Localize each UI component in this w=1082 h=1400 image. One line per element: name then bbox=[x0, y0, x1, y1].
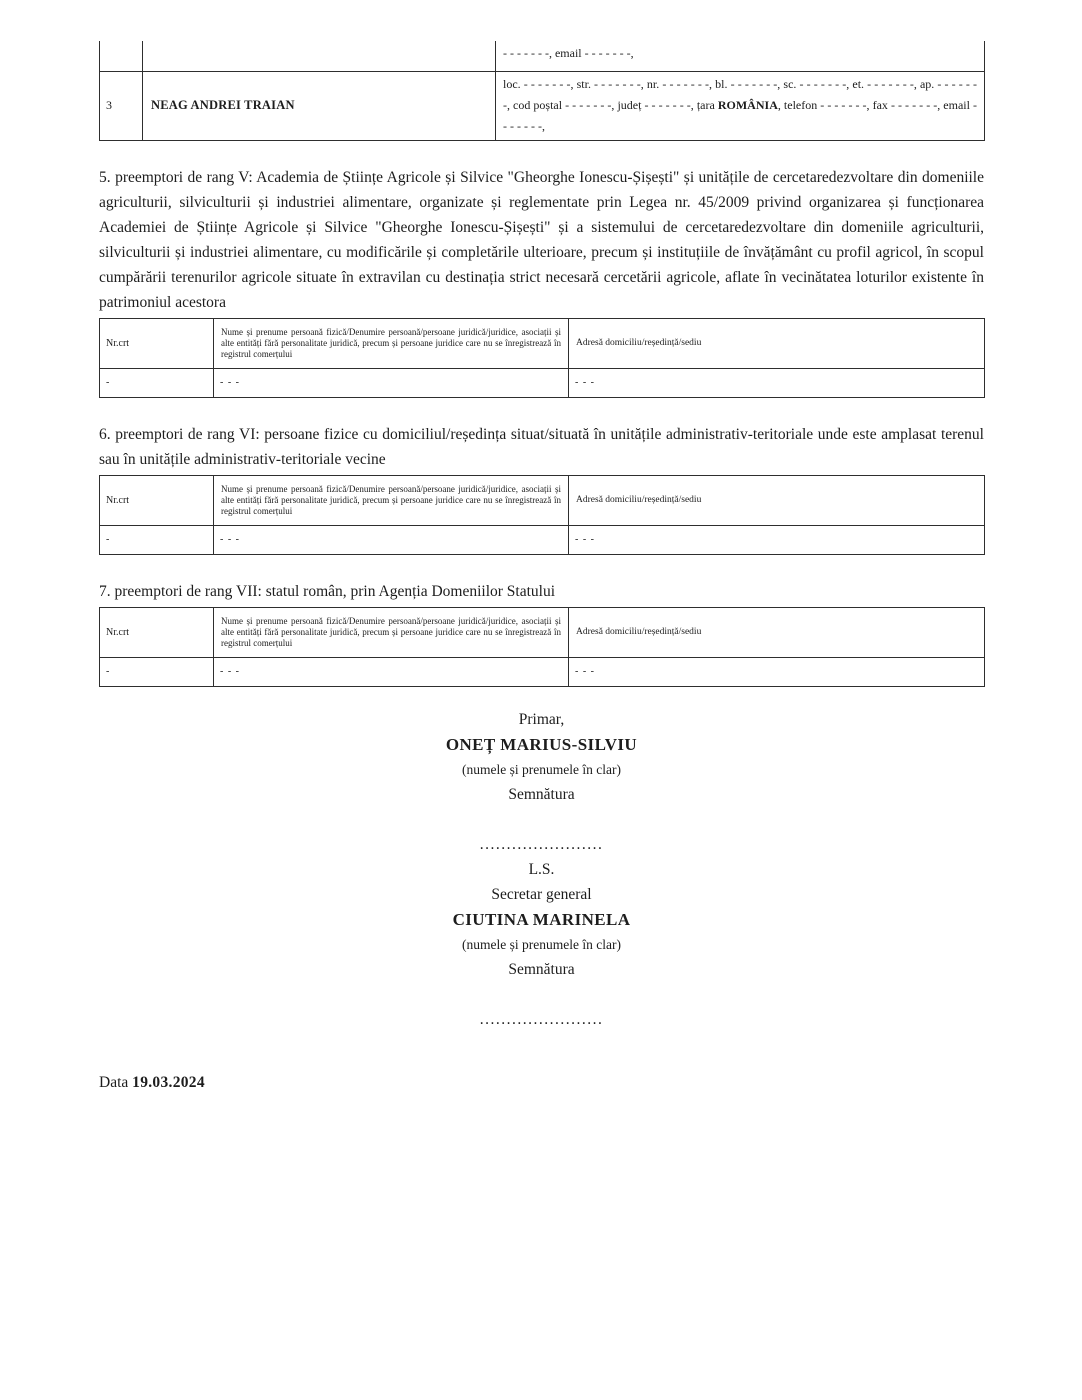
table-row bbox=[100, 41, 985, 71]
cell-address: - - - bbox=[569, 657, 985, 686]
section-5-table bbox=[99, 318, 985, 398]
signature-block bbox=[99, 707, 984, 1032]
table-row bbox=[100, 71, 985, 140]
cell-address: - - - bbox=[569, 368, 985, 397]
header-name: Nume și prenume persoană fizică/Denumire persoană/persoane juridică/juridice, asociații și alte entități fără personalitate juridică, precum și persoane juridice care nu se înregistrează în registrul comerțului bbox=[214, 475, 569, 525]
primar-name-clarification: (numele și prenumele în clar) bbox=[462, 761, 621, 777]
header-nr-crt: Nr.crt bbox=[100, 607, 214, 657]
preemptor-name-cell: NEAG ANDREI TRAIAN bbox=[143, 71, 496, 140]
date-label: Data bbox=[99, 1073, 129, 1091]
cell-nr: - bbox=[100, 525, 214, 554]
table-row bbox=[100, 368, 985, 397]
section-7-table bbox=[99, 607, 985, 687]
table-header-row bbox=[100, 607, 985, 657]
header-name: Nume și prenume persoană fizică/Denumire persoană/persoane juridică/juridice, asociații și alte entități fără personalitate juridică, precum și persoane juridice care nu se înregistrează în registrul comerțului bbox=[214, 318, 569, 368]
preemptor-address-cell bbox=[496, 71, 985, 140]
date-value: 19.03.2024 bbox=[132, 1073, 205, 1091]
table-header-row bbox=[100, 475, 985, 525]
date-line bbox=[99, 1074, 984, 1092]
primar-signature-label: Semnătura bbox=[508, 785, 575, 803]
header-address: Adresă domiciliu/reședință/sediu bbox=[569, 475, 985, 525]
secretar-name: CIUTINA MARINELA bbox=[452, 909, 631, 929]
name-cell-empty bbox=[143, 41, 496, 71]
cell-nr: - bbox=[100, 368, 214, 397]
preemptors-continued-table bbox=[99, 41, 985, 141]
cell-name: - - - bbox=[214, 657, 569, 686]
cell-address: - - - bbox=[569, 525, 985, 554]
section-7-paragraph: 7. preemptori de rang VII: statul român, prin Agenția Domeniilor Statului bbox=[99, 582, 556, 600]
secretar-signature-label: Semnătura bbox=[508, 960, 575, 978]
cell-nr: - bbox=[100, 657, 214, 686]
seal-label: L.S. bbox=[528, 860, 555, 878]
cell-name: - - - bbox=[214, 368, 569, 397]
address-text-tail: , telefon - - - - - - -, fax - - - - - - -, email - - - - - - -, bbox=[503, 98, 977, 133]
address-text: loc. - - - - - - -, str. - - - - - - -, nr. - - - - - - -, bl. - - - - - - -, sc. - - - - - - -, et. - - - - - - -, ap. - - - - - - -, cod poștal - - - - - - -, județ - - - - - - -, țara bbox=[503, 77, 977, 112]
secretar-title: Secretar general bbox=[491, 885, 592, 903]
header-address: Adresă domiciliu/reședință/sediu bbox=[569, 318, 985, 368]
primar-signature-line: ....................... bbox=[479, 835, 604, 853]
row-number-cell: 3 bbox=[100, 71, 143, 140]
header-address: Adresă domiciliu/reședință/sediu bbox=[569, 607, 985, 657]
header-name: Nume și prenume persoană fizică/Denumire persoană/persoane juridică/juridice, asociații și alte entități fără personalitate juridică, precum și persoane juridice care nu se înregistrează în registrul comerțului bbox=[214, 607, 569, 657]
secretar-signature-line: ....................... bbox=[479, 1010, 604, 1028]
section-6-paragraph: 6. preemptori de rang VI: persoane fizice cu domiciliul/reședința situat/situată în unitățile administrativ-teritoriale unde este amplasat terenul sau în unitățile administrativ-teritoriale vecine bbox=[99, 425, 984, 468]
section-6-table bbox=[99, 475, 985, 555]
secretar-name-clarification: (numele și prenumele în clar) bbox=[462, 936, 621, 952]
cell-name: - - - bbox=[214, 525, 569, 554]
table-row bbox=[100, 525, 985, 554]
header-nr-crt: Nr.crt bbox=[100, 318, 214, 368]
address-country: ROMÂNIA bbox=[717, 98, 778, 112]
table-row bbox=[100, 657, 985, 686]
header-nr-crt: Nr.crt bbox=[100, 475, 214, 525]
table-header-row bbox=[100, 318, 985, 368]
primar-title: Primar, bbox=[518, 710, 565, 728]
section-5-paragraph: 5. preemptori de rang V: Academia de Științe Agricole și Silvice "Gheorghe Ionescu-Șișești" și unitățile de cercetaredezvoltare din domeniile agriculturii, silviculturii și industriei alimentare, organizate și reglementate prin Legea nr. 45/2009 privind organizarea și funcționarea Academiei de Științe Agricole și Silvice "Gheorghe Ionescu-Șișești" și a sistemului de cercetaredezvoltare din domeniile agriculturii, silviculturii și industriei alimentare, cu modificările și completările ulterioare, precum și instituțiile de învățământ cu profil agricol, în scopul cumpărării terenurilor agricole situate în extravilan cu destinația strict necesară cercetării agricole, aflate în vecinătatea loturilor existente în patrimoniul acestora bbox=[99, 168, 984, 311]
row-number-cell-empty bbox=[100, 41, 143, 71]
address-continuation-cell: - - - - - - -, email - - - - - - -, bbox=[496, 41, 985, 71]
primar-name: ONEȚ MARIUS-SILVIU bbox=[445, 734, 638, 754]
